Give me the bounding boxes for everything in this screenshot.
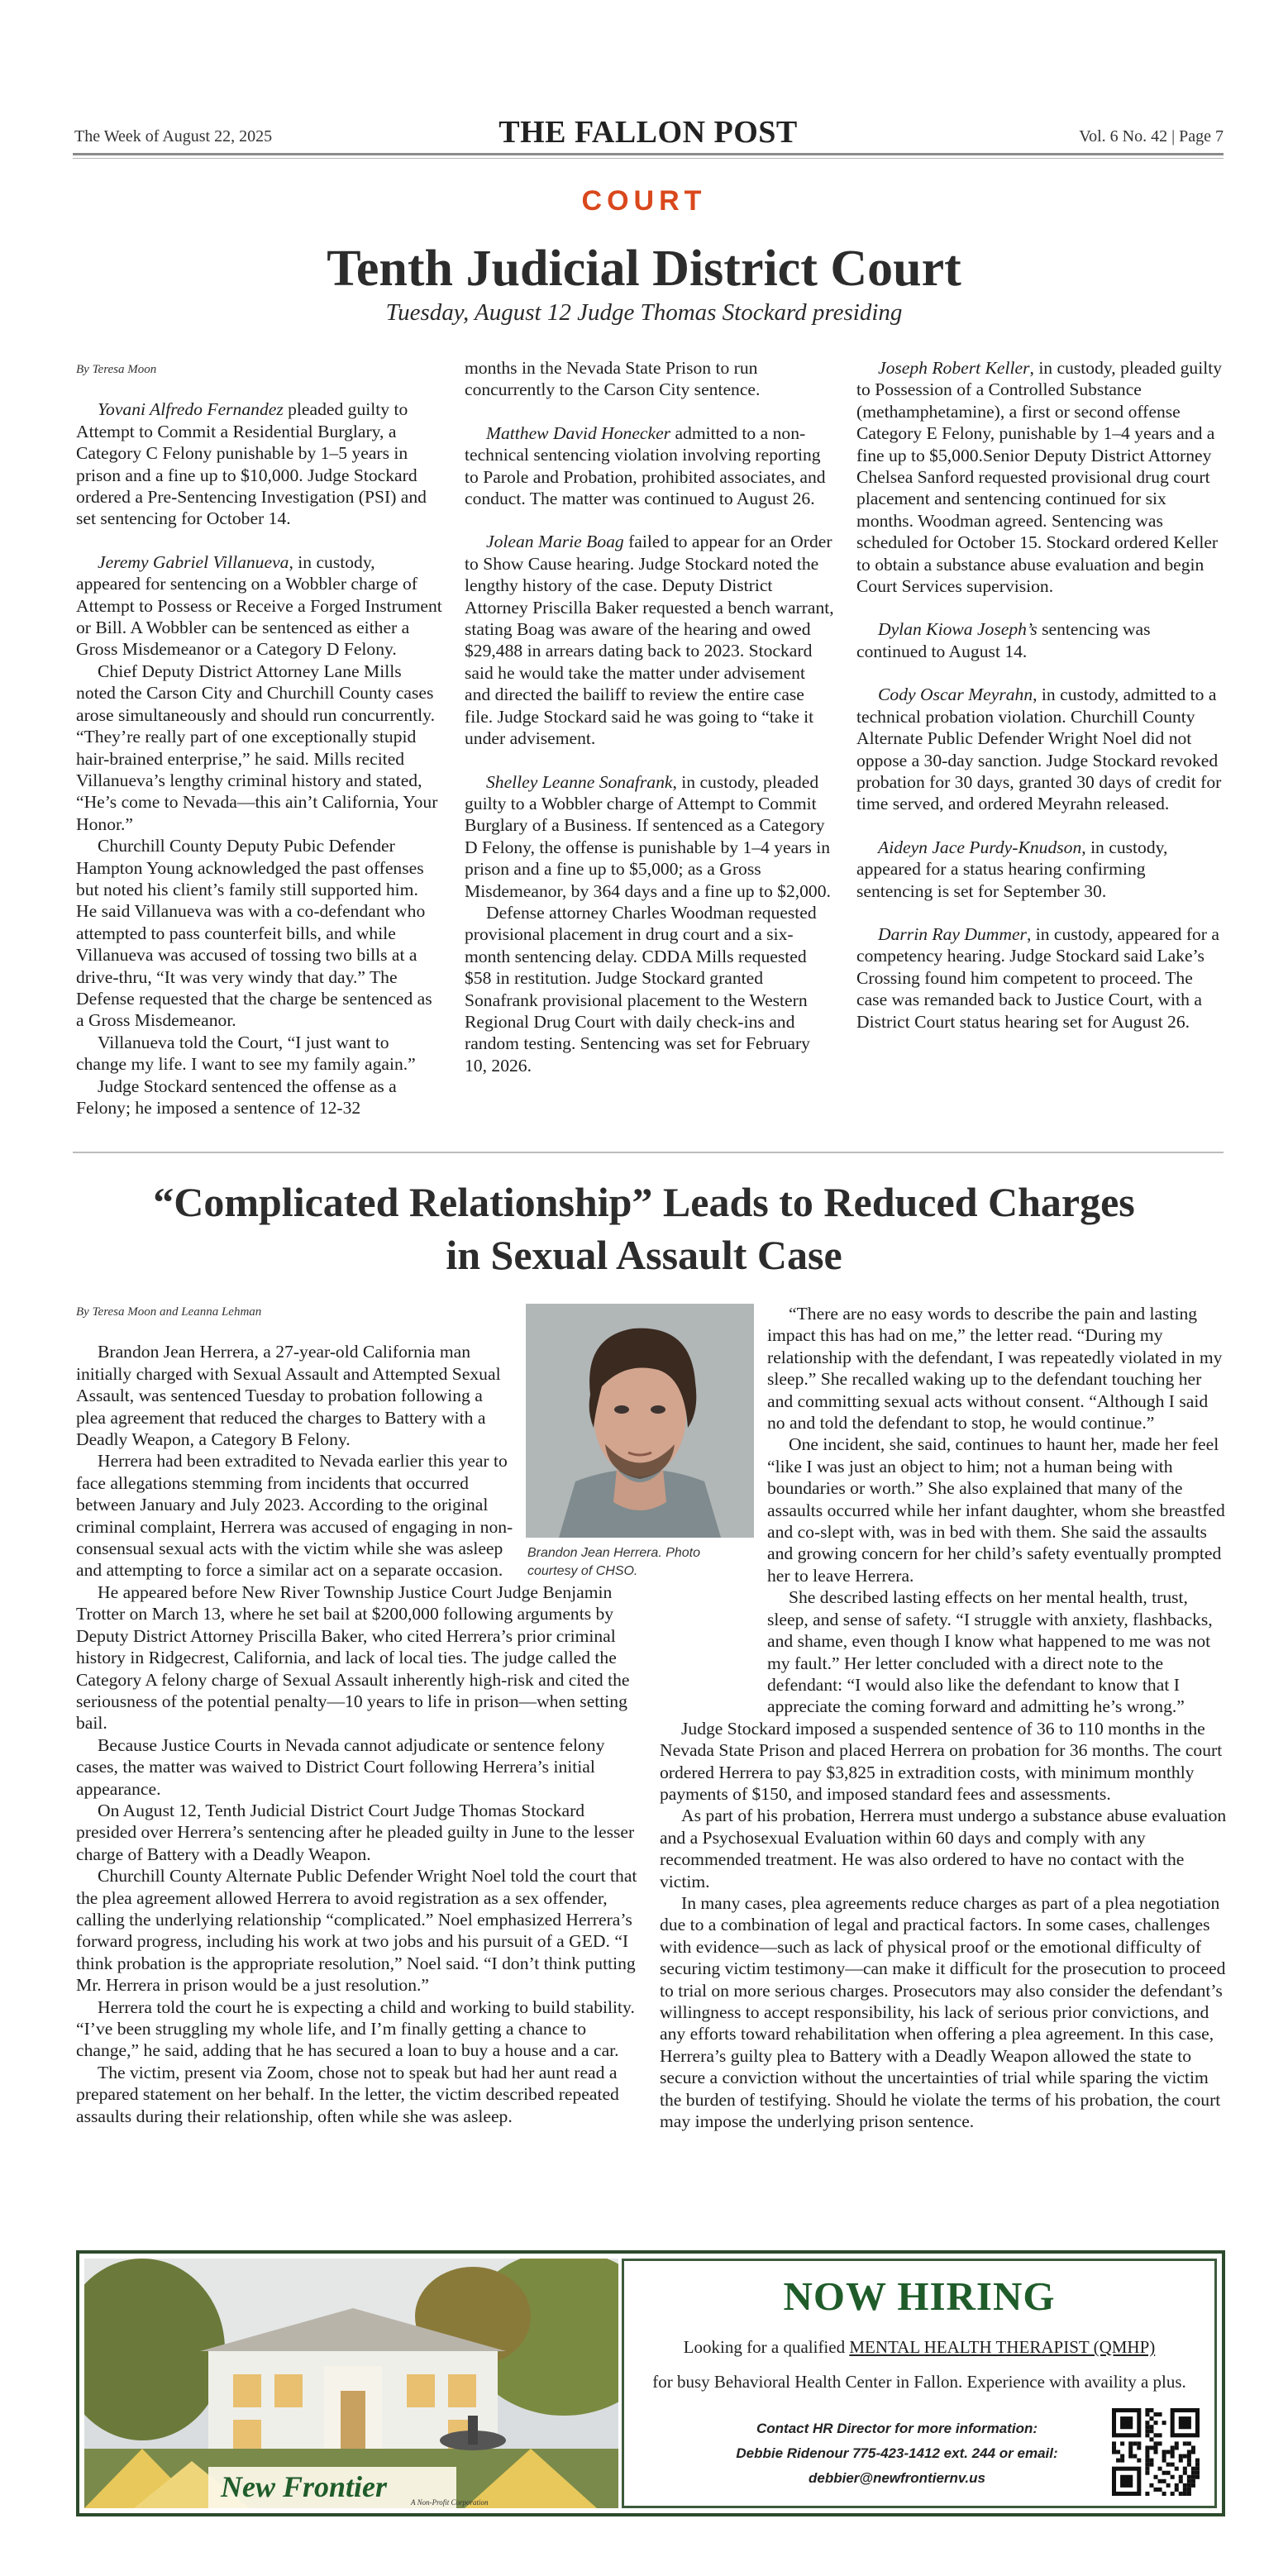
mugshot-image bbox=[526, 1304, 754, 1538]
article1-paragraph bbox=[76, 398, 443, 529]
herrera-photo bbox=[526, 1304, 754, 1538]
defendant-name: Cody Oscar Meyrahn bbox=[878, 685, 1033, 705]
paragraph-text: months in the Nevada State Prison to run concurrently to the Carson City sentence. bbox=[465, 358, 761, 400]
article1-column-1 bbox=[76, 359, 443, 1119]
article1-paragraph bbox=[76, 835, 443, 1032]
article2-paragraph: Judge Stockard imposed a suspended sentence of 36 to 110 months in the Nevada State Prison and placed Herrera on probation for 36 months. The court ordered Herrera to pay $3,825 in extradition costs, with minimum monthly payments of $150, and imposed standard fees and assessments. bbox=[660, 1718, 1223, 1804]
article2-paragraph: One incident, she said, continues to haunt her, made her feel “like I was just an object to him; not a human being with boundaries or worth.” She also explained that many of the assaults occurred while her infant daughter, whom she breastfed and co-slept with, was in bed with them. She said the assaults and growing concern for her child’s safety eventually prompted her to leave Herrera. bbox=[767, 1434, 1225, 1586]
article2-paragraph: Herrera had been extradited to Nevada earlier this year to face allegations stemming from incidents that occurred between January and July 2023. According to the original criminal complaint, Herrera was accused of engaging in non-consensual sexual acts with the victim while she was asleep and attempting to force a similar act on a separate occasion. bbox=[76, 1451, 513, 1581]
paragraph-text: , in custody, pleaded guilty to Possession of a Controlled Substance (methamphetamine), a first or second offense Category E Felony, punishable by 1–4 years and a fine up to $5,000.Senior Deputy District Attorney Chelsea Sanford requested provisional drug court placement and sentencing continued for six months. Woodman agreed. Sentencing was scheduled for October 15. Stockard ordered Keller to obtain a substance abuse evaluation and begin Court Services supervision. bbox=[856, 358, 1223, 597]
article2-byline: By Teresa Moon and Leanna Lehman bbox=[76, 1305, 262, 1319]
photo-caption: Brandon Jean Herrera. Photo courtesy of CHSO. bbox=[527, 1546, 701, 1578]
article2-paragraph: “There are no easy words to describe the pain and lasting impact this has had on me,” the letter read. “During my relationship with the defendant, I was repeatedly violated in my sleep.” She recalled waking up to the defendant touching her and committing sexual acts without consent. “Although I said no and told the defendant to stop, he would continue.” bbox=[767, 1304, 1223, 1433]
article2-paragraph: Because Justice Courts in Nevada cannot adjudicate or sentence felony cases, the matter was waived to District Court following Herrera’s initial appearance. bbox=[76, 1734, 605, 1799]
defendant-name: Darrin Ray Dummer bbox=[878, 923, 1027, 944]
article2-headline bbox=[50, 1176, 1238, 1281]
article2-paragraph: On August 12, Tenth Judicial District Court Judge Thomas Stockard presided over Herrera’s sentencing after he pleaded guilty in June to the lesser charge of Battery with a Deadly Weapon. bbox=[76, 1800, 635, 1864]
article1-paragraph bbox=[76, 661, 443, 835]
article2-headline-line2: in Sexual Assault Case bbox=[446, 1232, 842, 1278]
paragraph-text: admitted to a non-technical sentencing violation involving reporting to Parole and Probation, prohibited associates, and conduct. The matter was continued to August 26. bbox=[465, 422, 826, 509]
masthead bbox=[73, 114, 1224, 157]
job-advertisement bbox=[76, 2250, 1225, 2516]
paragraph-text: pleaded guilty to Attempt to Commit a Residential Burglary, a Category C Felony punishable by 1–5 years in prison and a fine up to $10,000. Judge Stockard ordered a Pre-Sentencing Investigation (PSI) and set sentencing for October 14. bbox=[76, 399, 427, 529]
ad-text-panel bbox=[622, 2259, 1217, 2508]
article1-paragraph bbox=[465, 531, 835, 749]
building-photo bbox=[84, 2259, 618, 2508]
ad-title: NOW HIRING bbox=[783, 2273, 1056, 2319]
issue-date: The Week of August 22, 2025 bbox=[74, 127, 273, 145]
section-label: COURT bbox=[581, 185, 707, 217]
defendant-name: Dylan Kiowa Joseph’s bbox=[878, 619, 1038, 640]
article1-paragraph bbox=[856, 837, 1225, 902]
ad-contact-line1: Contact HR Director for more information: bbox=[756, 2421, 1038, 2436]
ad-contact-line2: Debbie Ridenour 775-423-1412 ext. 244 or email: bbox=[736, 2445, 1058, 2461]
article1-subhead: Tuesday, August 12 Judge Thomas Stockard presiding bbox=[385, 299, 903, 326]
paragraph-text: Defense attorney Charles Woodman requested provisional placement in drug court and a six-month sentencing delay. CDDA Mills requested $58 in restitution. Judge Stockard granted Sonafrank provisional placement to the Western Regional Drug Court with daily check-ins and random testing. Sentencing was set for February 10, 2026. bbox=[465, 902, 817, 1076]
ad-position-title: MENTAL HEALTH THERAPIST (QMHP) bbox=[849, 2337, 1156, 2357]
masthead-rule bbox=[73, 153, 1224, 155]
defendant-name: Aideyn Jace Purdy-Knudson bbox=[878, 837, 1082, 857]
article1-paragraph bbox=[465, 771, 835, 902]
paragraph-text: , in custody, pleaded guilty to a Wobbler charge of Attempt to Commit Burglary of a Business. If sentenced as a Category D Felony, the offense is punishable by 1–4 years in prison and a fine up to $5,000; as a Gross Misdemeanor, by 364 days and a fine up to $2,000. bbox=[465, 771, 831, 901]
article2-paragraph: The victim, present via Zoom, chose not to speak but had her aunt read a prepared statement on her behalf. In the letter, the victim described repeated assaults during their relationship, often while she was asleep. bbox=[76, 2062, 619, 2126]
ad-description: for busy Behavioral Health Center in Fallon. Experience with availity a plus. bbox=[652, 2372, 1186, 2392]
ad-logo-name: New Frontier bbox=[221, 2470, 388, 2503]
article2-paragraph: As part of his probation, Herrera must undergo a substance abuse evaluation and a Psychosexual Evaluation within 60 days and comply with any recommended treatment. He was also ordered to have no contact with the victim. bbox=[660, 1806, 1227, 1891]
article1-paragraph bbox=[465, 422, 835, 510]
article2-paragraph: Churchill County Alternate Public Defender Wright Noel told the court that the plea agreement allowed Herrera to avoid registration as a sex offender, calling the underlying relationship “complicated.” Noel emphasized Herrera’s forward progress, including his work at two jobs and his pursuit of a GED. “I think probation is the appropriate resolution,” Noel said. “I don’t think putting Mr. Herrera in prison would be a just resolution.” bbox=[76, 1866, 637, 1996]
defendant-name: Jolean Marie Boag bbox=[486, 532, 624, 552]
ad-contact-info bbox=[723, 2416, 1071, 2491]
defendant-name: Shelley Leanne Sonafrank bbox=[486, 771, 673, 792]
article1-paragraph bbox=[465, 357, 835, 401]
paragraph-text: , in custody, appeared for a competency hearing. Judge Stockard said Lake’s Crossing found him competent to proceed. The case was remanded back to Justice Court, with a District Court status hearing set for August 26. bbox=[856, 923, 1219, 1032]
article2-headline-line1: “Complicated Relationship” Leads to Reduced Charges bbox=[153, 1179, 1135, 1225]
defendant-name: Jeremy Gabriel Villanueva bbox=[98, 551, 289, 572]
article2-paragraph: She described lasting effects on her mental health, trust, sleep, and sense of safety. “I struggle with anxiety, flashbacks, and shame, even though I know what happened to me was not my fault.” Her letter concluded with a direct note to the defendant: “I would also like the defendant to know that I appreciate the coming forward and admitting he’s wrong.” bbox=[767, 1587, 1213, 1717]
defendant-name: Yovani Alfredo Fernandez bbox=[98, 399, 284, 420]
article1-column-3 bbox=[856, 357, 1225, 1033]
ad-position-line bbox=[624, 2337, 1214, 2358]
article2-paragraph: He appeared before New River Township Justice Court Judge Benjamin Trotter on March 13, where he set bail at $200,000 following arguments by Deputy District Attorney Priscilla Baker, who cited Herrera’s prior criminal history in Ridgecrest, California, and lack of local ties. The judge called the Category A felony charge of Sexual Assault inherently high-risk and cited the seriousness of the potential penalty—10 years to life in prison—when setting bail. bbox=[76, 1581, 630, 1734]
paragraph-text: , in custody, appeared for sentencing on a Wobbler charge of Attempt to Possess or Receive a Forged Instrument or Bill. A Wobbler can be sentenced as either a Gross Misdemeanor or a Category D Felony. bbox=[76, 551, 442, 660]
article1-paragraph bbox=[76, 1076, 443, 1119]
ad-logo-tagline: A Non-Profit Corporation bbox=[411, 2498, 489, 2507]
newspaper-title: THE FALLON POST bbox=[499, 115, 798, 150]
article2-paragraph: In many cases, plea agreements reduce charges as part of a plea negotiation due to a combination of legal and practical factors. In some cases, challenges with evidence—such as lack of physical proof or the emotional difficulty of securing victim testimony—can make it difficult for the prosecution to proceed to trial on more serious charges. Prosecutors may also consider the defendant’s willingness to accept responsibility, his lack of serious prior convictions, and any efforts toward rehabilitation when offering a plea agreement. In this case, Herrera’s guilty plea to Battery with a Deadly Weapon allowed the state to secure a conviction without the uncertainties of trial while sparing the victim the burden of testifying. Should he violate the terms of his probation, the court may impose the underlying prison sentence. bbox=[660, 1892, 1226, 2132]
paragraph-text: Chief Deputy District Attorney Lane Mills noted the Carson City and Churchill County cases arose simultaneously and should run concurrently. “They’re really part of one exceptionally stupid hair-brained enterprise,” he said. Mills recited Villanueva’s lengthy criminal history and stated, “He’s come to Nevada—this ain’t California, Your Honor.” bbox=[76, 661, 438, 834]
article1-paragraph bbox=[76, 551, 443, 661]
article1-byline: By Teresa Moon bbox=[76, 363, 157, 376]
article1-paragraph bbox=[856, 923, 1225, 1033]
article-divider bbox=[73, 1152, 1224, 1153]
article1-column-2 bbox=[465, 357, 835, 1076]
paragraph-text: failed to appear for an Order to Show Cause hearing. Judge Stockard noted the lengthy history of the case. Deputy District Attorney Priscilla Baker requested a bench warrant, stating Boag was aware of the hearing and owed $29,488 in arrears dating back to 2023. Stockard said he would take the matter under advisement and directed the bailiff to review the entire case file. Judge Stockard said he was going to “take it under advisement. bbox=[465, 532, 834, 749]
paragraph-text: , in custody, appeared for a status hearing confirming sentencing is set for September 30. bbox=[856, 837, 1168, 901]
article1-headline: Tenth Judicial District Court bbox=[327, 241, 961, 297]
article2-paragraph: Brandon Jean Herrera, a 27-year-old California man initially charged with Sexual Assault and Attempted Sexual Assault, was sentenced Tuesday to probation following a plea agreement that reduced the charges to Battery with a Deadly Weapon, a Category B Felony. bbox=[76, 1342, 501, 1450]
issue-volume-page: Vol. 6 No. 42 | Page 7 bbox=[1079, 127, 1224, 145]
paragraph-text: Judge Stockard sentenced the offense as a Felony; he imposed a sentence of 12-32 bbox=[76, 1076, 397, 1118]
article1-paragraph bbox=[76, 1032, 443, 1076]
ad-contact-email[interactable]: debbier@newfrontiernv.us bbox=[808, 2470, 985, 2486]
paragraph-text: Churchill County Deputy Pubic Defender Hampton Young acknowledged the past offenses but noted his client’s family still supported him. He said Villanueva was with a co-defendant who attempted to pass counterfeit bills, and while Villanueva was accused of tossing two bills at a drive-thru, “It was very windy that day.” The Defense requested that the charge be sentenced as a Gross Misdemeanor. bbox=[76, 836, 432, 1031]
paragraph-text: sentencing was continued to August 14. bbox=[856, 619, 1151, 661]
defendant-name: Matthew David Honecker bbox=[486, 422, 671, 443]
paragraph-text: , in custody, admitted to a technical probation violation. Churchill County Alternate Public Defender Wright Noel did not oppose a 30-day sanction. Judge Stockard revoked probation for 30 days, granted 30 days of credit for time served, and ordered Meyrahn released. bbox=[856, 685, 1222, 814]
article2-paragraph: Herrera told the court he is expecting a child and working to build stability. “I’ve been struggling my whole life, and I’m finally getting a chance to change,” he said, adding that he has secured a loan to buy a house and a car. bbox=[76, 1996, 635, 2061]
qr-code-icon[interactable] bbox=[1112, 2408, 1200, 2496]
masthead-rule-thin bbox=[73, 158, 1224, 159]
article1-paragraph bbox=[465, 902, 835, 1076]
article2-column-2 bbox=[660, 1303, 1227, 2132]
article1-paragraph bbox=[856, 684, 1225, 814]
new-frontier-building-image bbox=[84, 2259, 618, 2508]
ad-position-prefix: Looking for a qualified bbox=[683, 2337, 850, 2357]
article1-paragraph bbox=[856, 357, 1225, 597]
paragraph-text: Villanueva told the Court, “I just want to change my life. I want to see my family again.” bbox=[76, 1032, 416, 1075]
defendant-name: Joseph Robert Keller bbox=[878, 358, 1030, 378]
article1-paragraph bbox=[856, 618, 1225, 662]
